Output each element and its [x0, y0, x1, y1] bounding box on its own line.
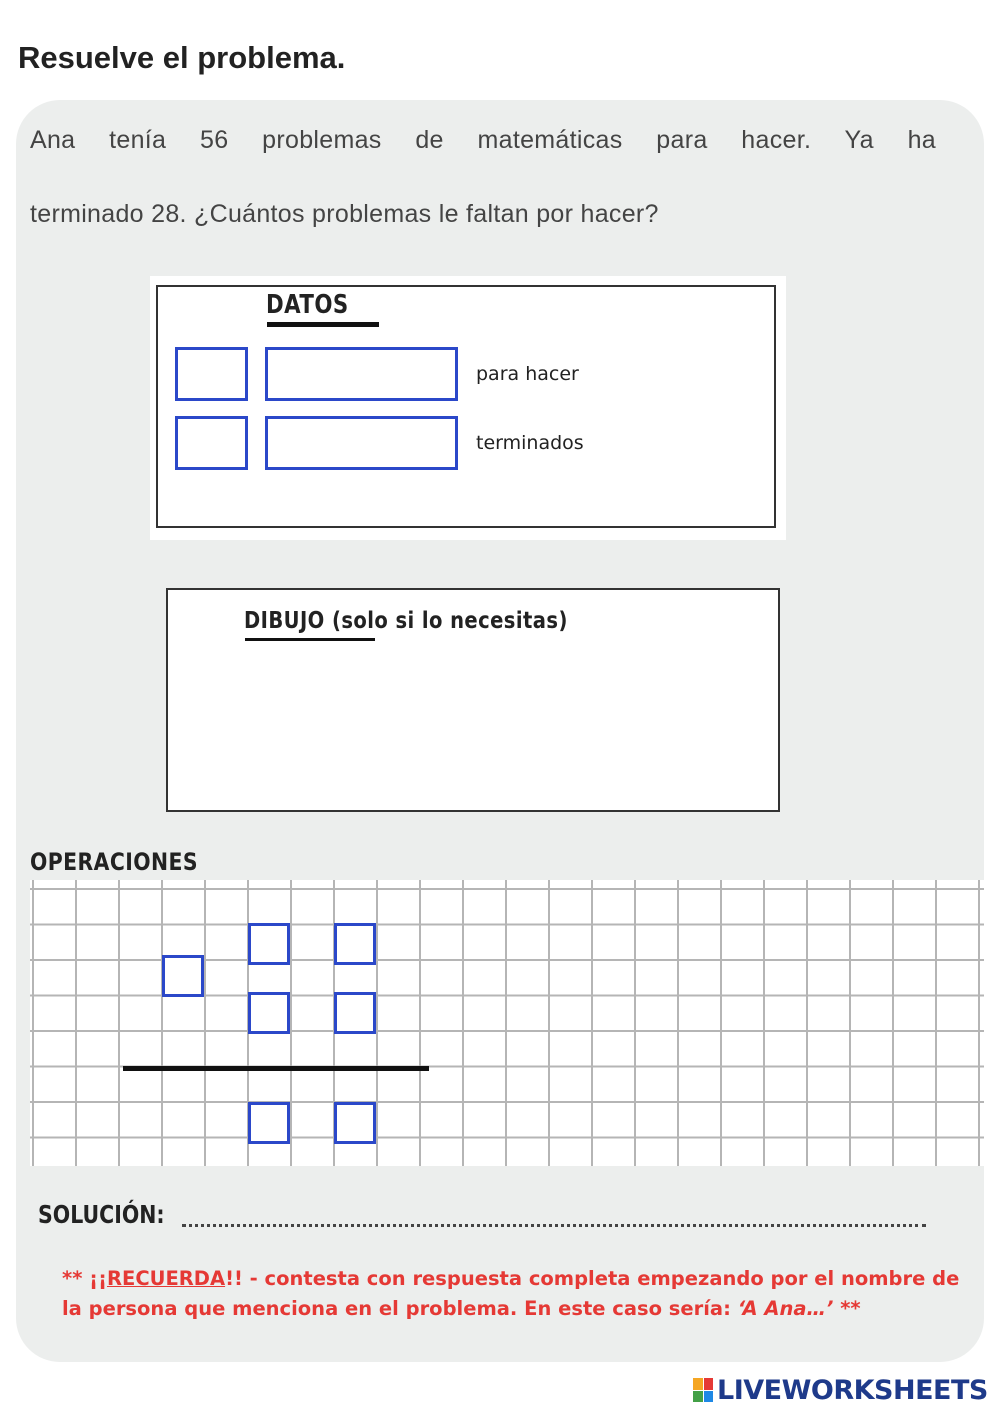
problem-statement-line-1: Ana tenía 56 problemas de matemáticas para hacer. Ya ha: [30, 126, 936, 154]
reminder-prefix: ** ¡¡: [62, 1267, 107, 1290]
operator-input[interactable]: [162, 955, 204, 997]
minuend-units-input[interactable]: [334, 923, 376, 965]
datos-row-label-2: terminados: [476, 432, 584, 454]
datos-text-input-1[interactable]: [265, 347, 458, 401]
reminder-emphasis: RECUERDA: [106, 1267, 226, 1290]
solucion-label: SOLUCIÓN:: [38, 1200, 165, 1229]
operaciones-title: OPERACIONES: [30, 848, 199, 876]
dibujo-title: DIBUJO (solo si lo necesitas): [244, 608, 568, 634]
datos-box: [156, 285, 776, 528]
liveworksheets-logo-icon: [693, 1378, 713, 1402]
reminder-body: !! - contesta con respuesta completa empezando por el nombre de la persona que menciona en el problema. En este caso sería:: [62, 1267, 960, 1320]
reminder-note: [62, 1264, 972, 1324]
problem-statement-line-2: terminado 28. ¿Cuántos problemas le faltan por hacer?: [30, 200, 659, 228]
liveworksheets-logo: [693, 1376, 988, 1404]
reminder-suffix: **: [833, 1297, 861, 1320]
minuend-tens-input[interactable]: [248, 923, 290, 965]
operation-result-line: [123, 1066, 429, 1071]
datos-underline: [267, 322, 379, 327]
datos-row-label-1: para hacer: [476, 363, 579, 385]
datos-text-input-2[interactable]: [265, 416, 458, 470]
datos-number-input-2[interactable]: [175, 416, 248, 470]
page-title: Resuelve el problema.: [18, 40, 346, 75]
datos-title: DATOS: [266, 290, 349, 320]
subtrahend-tens-input[interactable]: [248, 992, 290, 1034]
datos-number-input-1[interactable]: [175, 347, 248, 401]
solucion-answer-line[interactable]: [182, 1224, 926, 1227]
liveworksheets-logo-text: LIVEWORKSHEETS: [717, 1374, 988, 1406]
result-tens-input[interactable]: [248, 1102, 290, 1144]
dibujo-underline: [245, 638, 375, 641]
result-units-input[interactable]: [334, 1102, 376, 1144]
reminder-example: ‘A Ana…’: [737, 1297, 834, 1320]
operations-grid: [30, 880, 984, 1166]
subtrahend-units-input[interactable]: [334, 992, 376, 1034]
